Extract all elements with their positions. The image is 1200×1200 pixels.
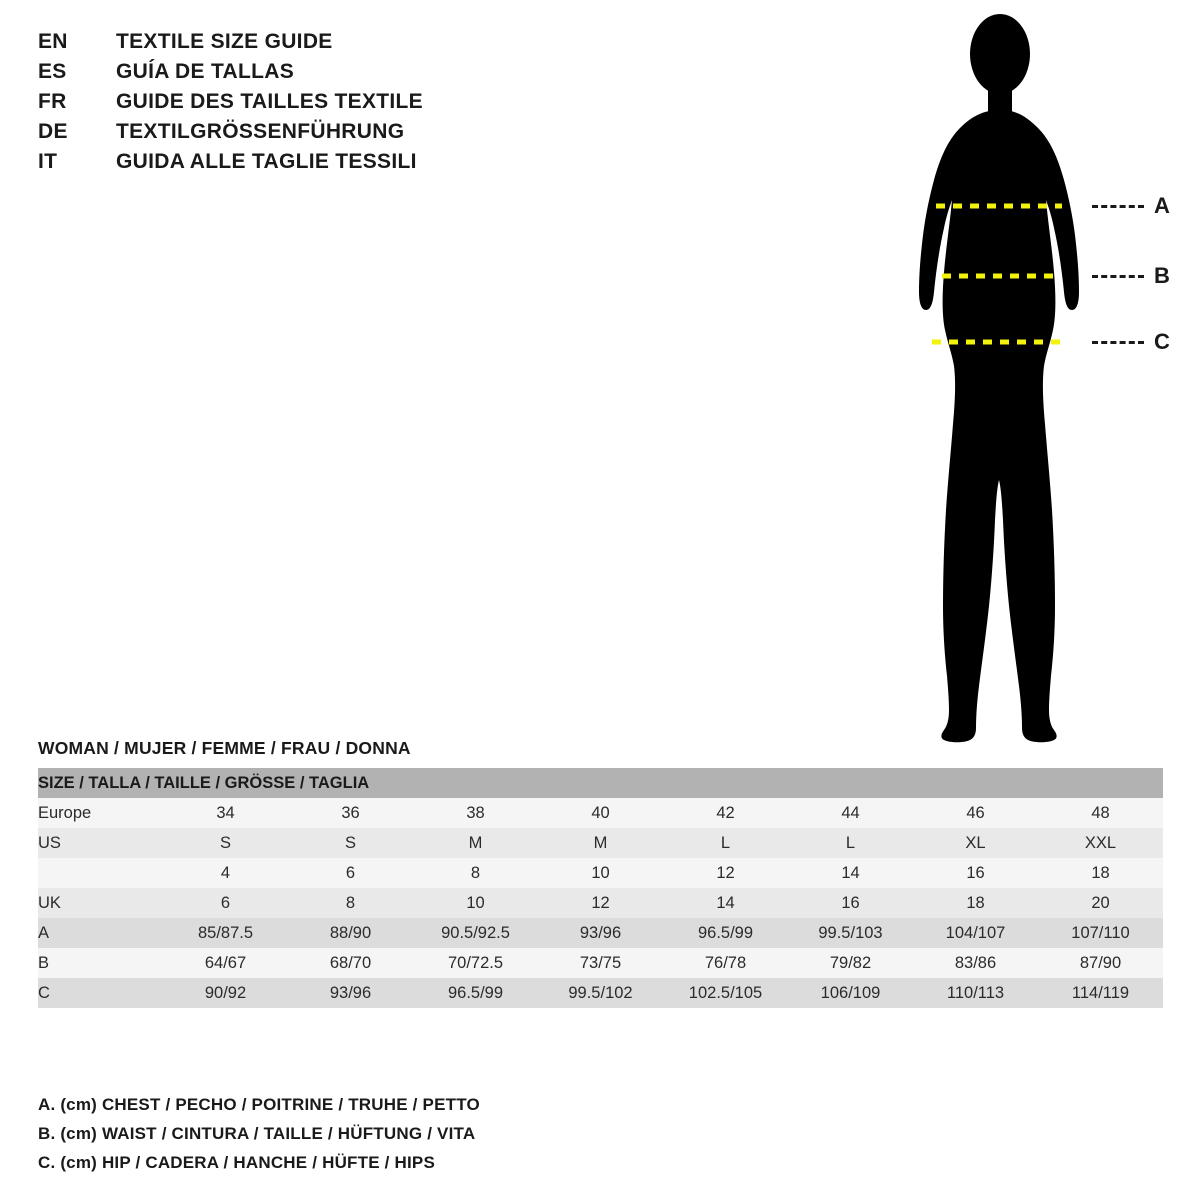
cell: 88/90: [288, 918, 413, 948]
cell: 87/90: [1038, 948, 1163, 978]
cell: 16: [913, 858, 1038, 888]
waist-marker: [1092, 263, 1170, 288]
cell: XXL: [1038, 828, 1163, 858]
row-label-b: B: [38, 948, 163, 978]
cell: 64/67: [163, 948, 288, 978]
row-label-us: US: [38, 828, 163, 858]
cell: 106/109: [788, 978, 913, 1008]
cell: 79/82: [788, 948, 913, 978]
cell: 34: [163, 798, 288, 828]
table-header-row: [38, 768, 1163, 798]
cell: 42: [663, 798, 788, 828]
legend-line-b: B. (cm) WAIST / CINTURA / TAILLE / HÜFTUNG / VITA: [38, 1124, 476, 1143]
cell: 10: [413, 888, 538, 918]
cell: 85/87.5: [163, 918, 288, 948]
cell: 12: [663, 858, 788, 888]
cell: M: [413, 828, 538, 858]
table-row: [38, 858, 1163, 888]
cell: 6: [163, 888, 288, 918]
title-text-it: GUIDA ALLE TAGLIE TESSILI: [116, 150, 417, 173]
title-lang-es: ES: [38, 60, 67, 83]
cell: 8: [413, 858, 538, 888]
table-row: [38, 888, 1163, 918]
cell: 14: [788, 858, 913, 888]
cell: 96.5/99: [413, 978, 538, 1008]
cell: 36: [288, 798, 413, 828]
title-row-de: [38, 120, 598, 150]
cell: S: [163, 828, 288, 858]
waist-marker-label: B: [1154, 263, 1170, 288]
title-lang-fr: FR: [38, 90, 67, 113]
title-block: [38, 30, 598, 180]
title-text-fr: GUIDE DES TAILLES TEXTILE: [116, 90, 423, 113]
cell: 114/119: [1038, 978, 1163, 1008]
size-table-section: [38, 738, 1163, 1008]
cell: 16: [788, 888, 913, 918]
cell: 18: [1038, 858, 1163, 888]
cell: XL: [913, 828, 1038, 858]
cell: 90.5/92.5: [413, 918, 538, 948]
title-text-es: GUÍA DE TALLAS: [116, 60, 295, 83]
table-header-label: SIZE / TALLA / TAILLE / GRÖSSE / TAGLIA: [38, 768, 1163, 798]
cell: S: [288, 828, 413, 858]
waist-leader-line: [1092, 275, 1144, 278]
chest-marker: [1092, 193, 1170, 218]
table-row: [38, 798, 1163, 828]
cell: 12: [538, 888, 663, 918]
legend-line-a: A. (cm) CHEST / PECHO / POITRINE / TRUHE / PETTO: [38, 1095, 480, 1114]
cell: 14: [663, 888, 788, 918]
title-lang-it: IT: [38, 150, 58, 173]
cell: 110/113: [913, 978, 1038, 1008]
table-row: [38, 948, 1163, 978]
row-label-uk: UK: [38, 888, 163, 918]
cell: 48: [1038, 798, 1163, 828]
row-label-c: C: [38, 978, 163, 1008]
cell: L: [663, 828, 788, 858]
cell: 70/72.5: [413, 948, 538, 978]
cell: 4: [163, 858, 288, 888]
cell: M: [538, 828, 663, 858]
cell: 102.5/105: [663, 978, 788, 1008]
cell: 8: [288, 888, 413, 918]
row-label-us-numeric: [38, 858, 163, 888]
row-label-a: A: [38, 918, 163, 948]
female-silhouette-icon: [860, 10, 1190, 750]
cell: 20: [1038, 888, 1163, 918]
cell: 18: [913, 888, 1038, 918]
cell: 40: [538, 798, 663, 828]
cell: 83/86: [913, 948, 1038, 978]
row-label-europe: Europe: [38, 798, 163, 828]
measurement-legend: [38, 1090, 738, 1177]
cell: 99.5/103: [788, 918, 913, 948]
title-row-es: [38, 60, 598, 90]
title-text-en: TEXTILE SIZE GUIDE: [116, 30, 333, 53]
table-row: [38, 918, 1163, 948]
cell: 107/110: [1038, 918, 1163, 948]
cell: 76/78: [663, 948, 788, 978]
cell: 10: [538, 858, 663, 888]
hip-leader-line: [1092, 341, 1144, 344]
table-row: [38, 828, 1163, 858]
hip-marker-label: C: [1154, 329, 1170, 354]
cell: 68/70: [288, 948, 413, 978]
table-group-label: WOMAN / MUJER / FEMME / FRAU / DONNA: [38, 738, 411, 758]
cell: 93/96: [538, 918, 663, 948]
cell: 44: [788, 798, 913, 828]
cell: 38: [413, 798, 538, 828]
cell: 93/96: [288, 978, 413, 1008]
cell: 90/92: [163, 978, 288, 1008]
cell: 6: [288, 858, 413, 888]
title-row-fr: [38, 90, 598, 120]
title-text-de: TEXTILGRÖSSENFÜHRUNG: [116, 120, 405, 143]
title-row-en: [38, 30, 598, 60]
chest-marker-label: A: [1154, 193, 1170, 218]
table-row: [38, 978, 1163, 1008]
cell: L: [788, 828, 913, 858]
cell: 73/75: [538, 948, 663, 978]
size-table: [38, 768, 1163, 1008]
body-figure: [860, 10, 1190, 750]
cell: 46: [913, 798, 1038, 828]
title-row-it: [38, 150, 598, 180]
chest-leader-line: [1092, 205, 1144, 208]
title-lang-de: DE: [38, 120, 68, 143]
hip-marker: [1092, 329, 1170, 354]
cell: 96.5/99: [663, 918, 788, 948]
cell: 99.5/102: [538, 978, 663, 1008]
cell: 104/107: [913, 918, 1038, 948]
legend-line-c: C. (cm) HIP / CADERA / HANCHE / HÜFTE / HIPS: [38, 1153, 436, 1172]
title-lang-en: EN: [38, 30, 68, 53]
